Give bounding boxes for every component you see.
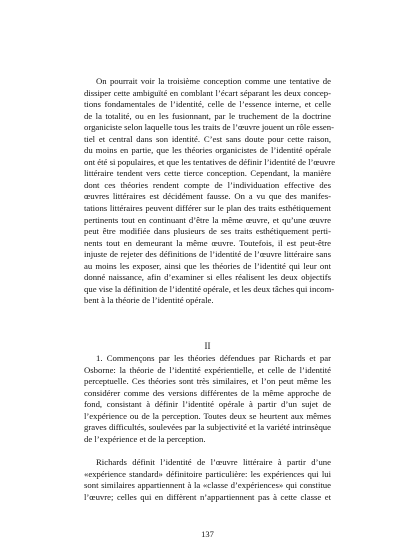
text-line: tations littéraires peuvent différer sur le plan des traits esthétiquement xyxy=(84,203,331,214)
text-line: fond, consistant à définir l’identité opérale à partir d’un sujet de xyxy=(84,399,331,410)
text-line: Osborne: la théorie de l’identité expérientielle, et celle de l’identité xyxy=(84,364,331,375)
text-line: du moins en partie, que les théories organicistes de l’identité opérale xyxy=(84,145,331,156)
paragraph-3 xyxy=(84,457,331,503)
text-line: littéraire tendent vers cette tierce conception. Cependant, la manière xyxy=(84,168,331,179)
text-line: considérer comme des versions différentes de la même approche de xyxy=(84,387,331,398)
text-line: que vise la définition de l’identité opérale, et les deux tâches qui incom- xyxy=(84,283,335,294)
text-line: de la totalité, ou en les fusionnant, par le truchement de la doctrine xyxy=(84,110,331,121)
text-line: graves difficultés, soulevées par la subjectivité et la variété intrinsèque xyxy=(84,422,331,433)
text-line: injuste de rejeter des définitions de l’identité de l’œuvre littéraire sans xyxy=(84,249,331,260)
text-line: pertinents tout en continuant d’être la même œuvre, et qu’une œuvre xyxy=(84,214,331,225)
text-line: Richards définit l’identité de l’œuvre littéraire à partir d’une xyxy=(96,457,331,467)
text-line: l’expérience ou de la perception. Toutes deux se heurtent aux mêmes xyxy=(84,410,331,421)
text-line: «expérience standard» définitoire particulière: les expériences qui lui xyxy=(84,468,331,479)
text-line: dissiper cette ambiguïté en comblant l’écart séparant les deux concep- xyxy=(84,87,331,98)
text-line: donné naissance, afin d’examiner si elles réalisent les deux objectifs xyxy=(84,272,331,283)
text-line: 1. Commençons par les théories défendues par Richards et par xyxy=(96,353,331,363)
text-line: nents tout en demeurant la même œuvre. Toutefois, il est peut-être xyxy=(84,237,331,248)
paragraph-2 xyxy=(84,353,331,445)
text-line: organiciste selon laquelle tous les traits de l’œuvre jouent un rôle essen- xyxy=(84,122,335,133)
text-line: peut être modifiée dans plusieurs de ses traits esthétiquement perti- xyxy=(84,226,331,237)
text-line: tiel et central dans son identité. C’est sans doute pour cette raison, xyxy=(84,133,331,144)
text-line: bent à la théorie de l’identité opérale. xyxy=(84,295,214,306)
text-line: œuvres littéraires est décidément fausse. On a vu que des manifes- xyxy=(84,191,331,202)
text-line: dont ces théories rendent compte de l’individuation effective des xyxy=(84,179,331,190)
page-number: 137 xyxy=(201,529,214,539)
text-line: tions fondamentales de l’identité, celle de l’essence interne, et celle xyxy=(84,99,331,110)
text-line: de l’expérience et de la perception. xyxy=(84,433,206,444)
section-heading: II xyxy=(204,341,211,351)
text-line: ont été si populaires, et que les tentatives de définir l’identité de l’œuvre xyxy=(84,156,336,167)
paragraph-1 xyxy=(84,76,336,307)
text-line: On pourrait voir la troisième conception comme une tentative de xyxy=(96,76,331,86)
text-line: l’œuvre; celles qui en diffèrent n’appartiennent pas à cette classe et xyxy=(84,491,331,502)
text-line: au moins les exposer, ainsi que les théories de l’identité qui leur ont xyxy=(84,260,331,271)
text-line: sont similaires appartiennent à la «classe d’expériences» qui constitue xyxy=(84,480,331,491)
text-line: perceptuelle. Ces théories sont très similaires, et l’on peut même les xyxy=(84,376,331,387)
